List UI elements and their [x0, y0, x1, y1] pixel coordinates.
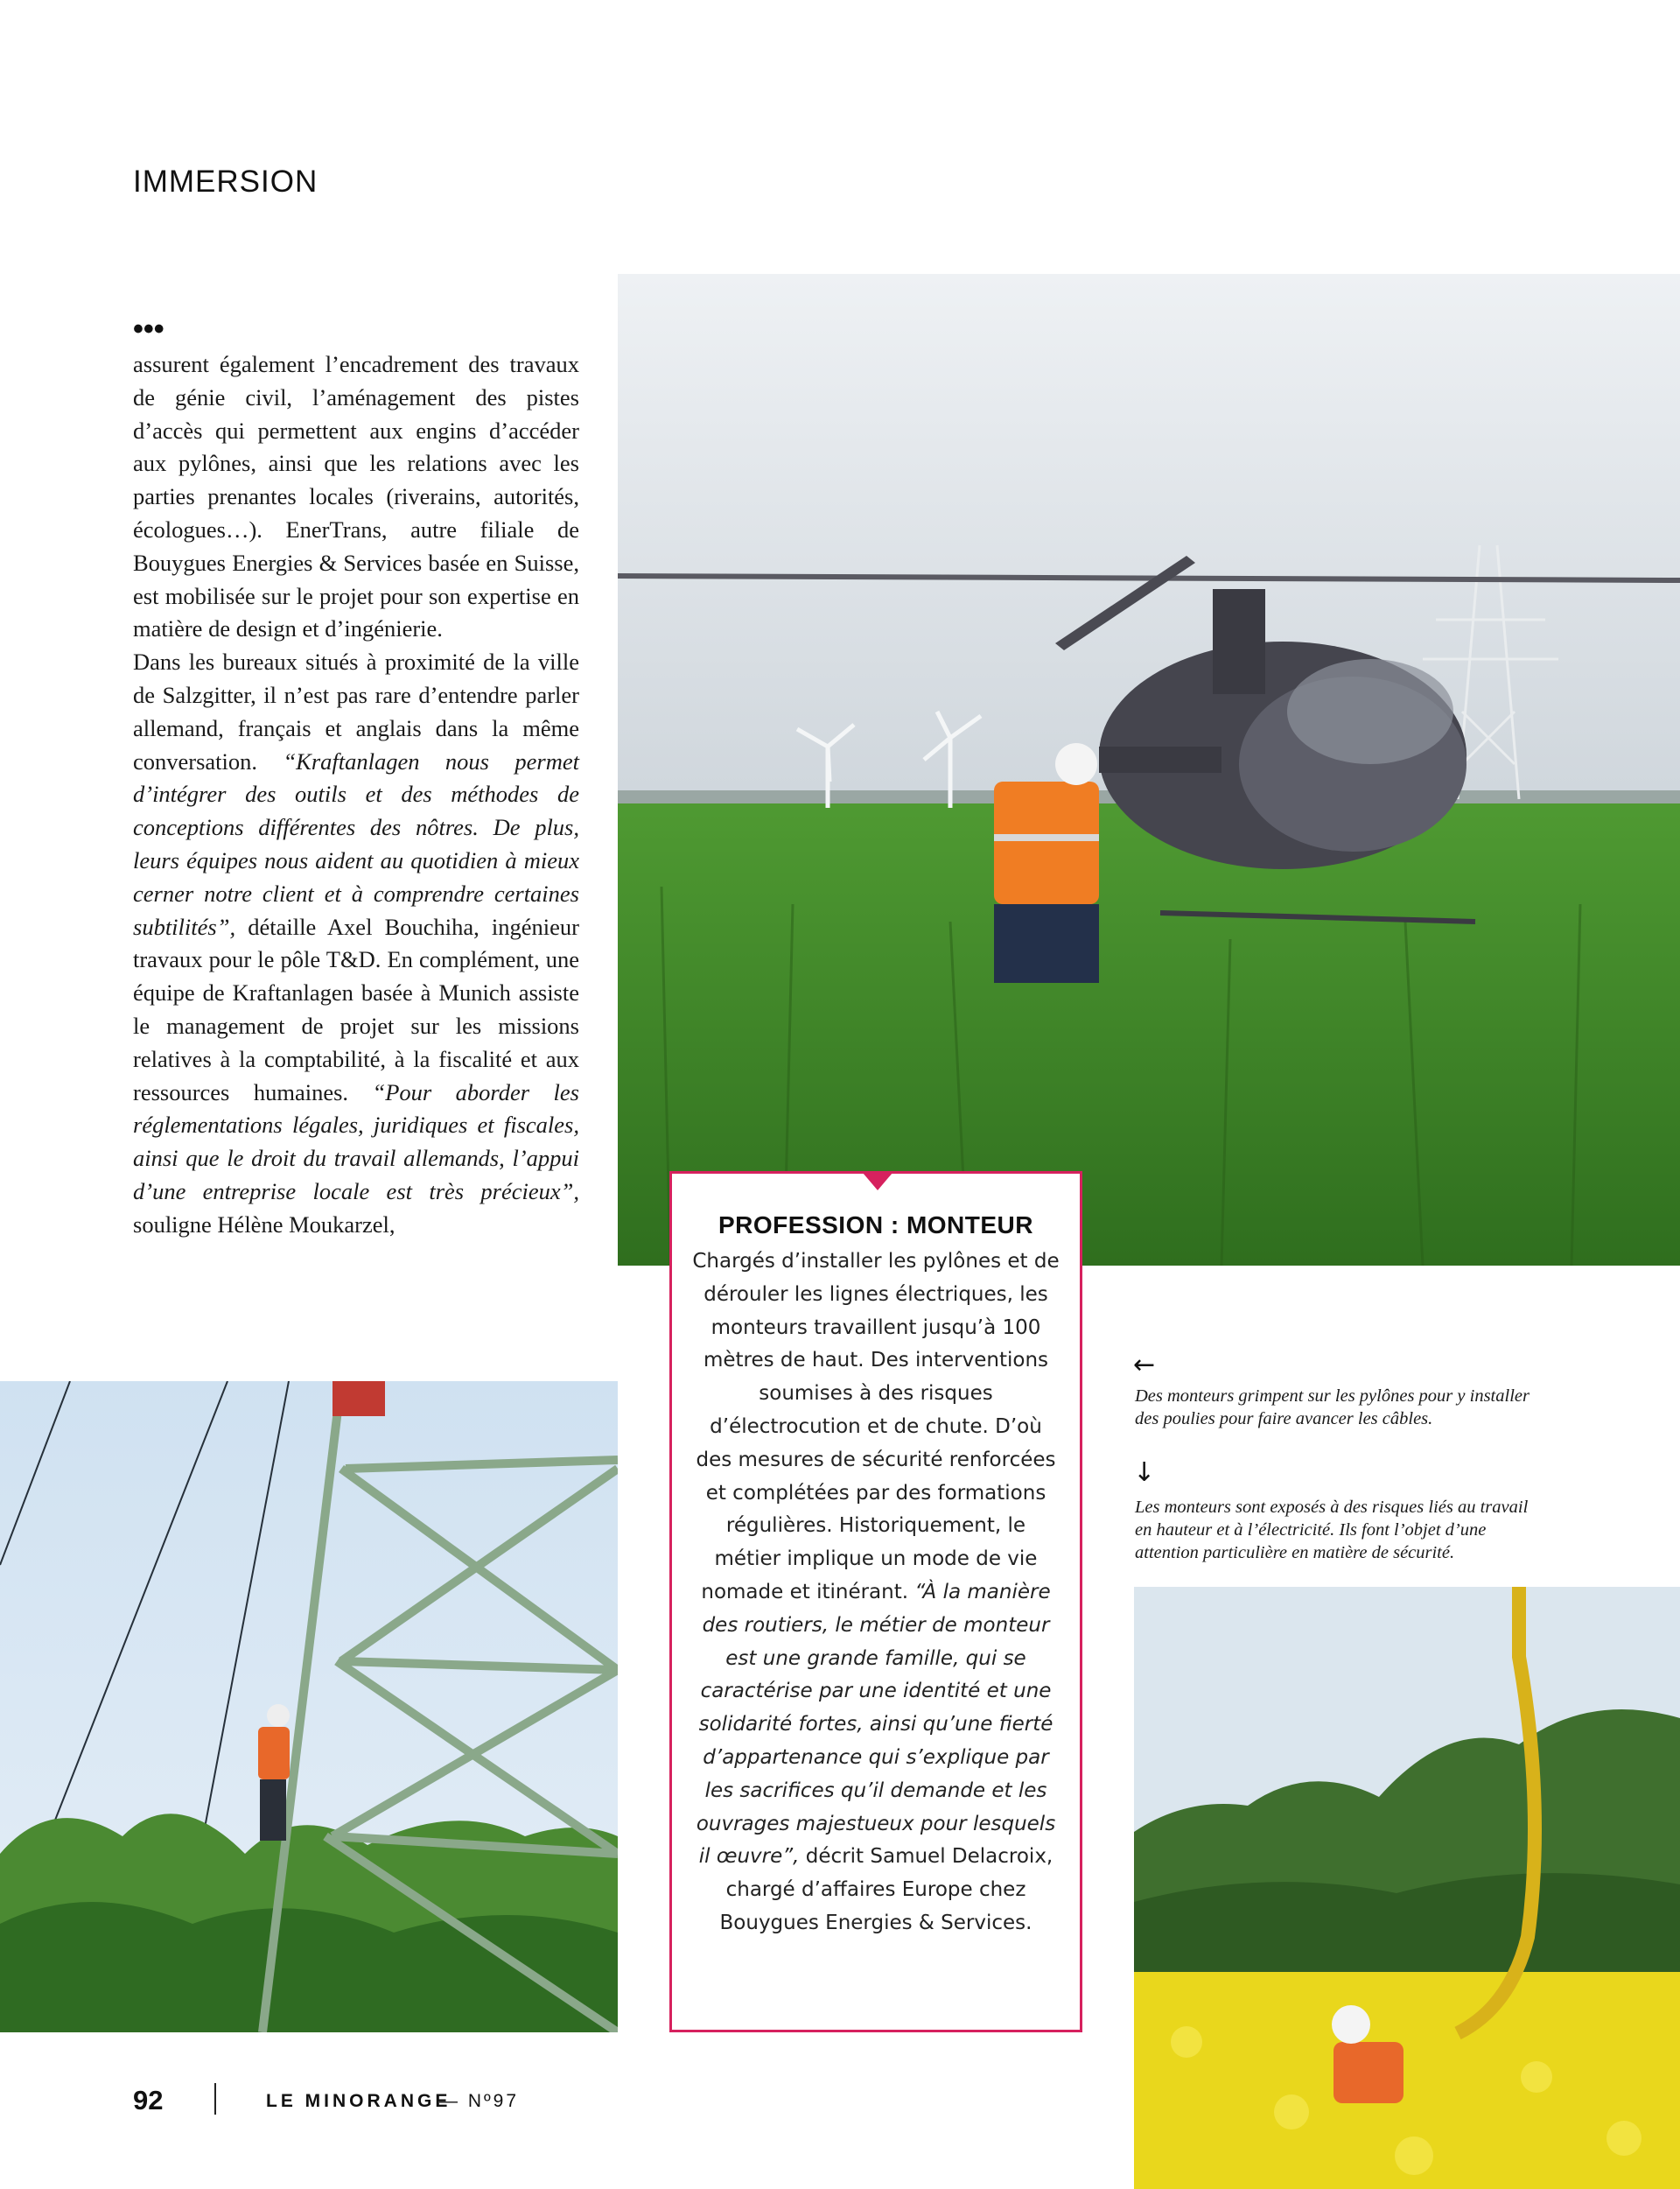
article-body: [133, 348, 579, 1242]
continuation-mark: •••: [133, 312, 164, 346]
left-arrow-icon: ←: [1133, 1350, 1156, 1380]
page-number: 92: [133, 2085, 164, 2115]
rapeseed-field-photo: [1134, 1587, 1680, 2189]
article-paragraph-1: assurent également l’encadrement des travaux de génie civil, l’aménagement des pistes d’accès qui permettent aux engins d’accéder aux pylônes, ainsi que les relations avec les parties prenantes locales (riverains, autorités, écologues…). EnerTrans, autre filiale de Bouygues Energies & Services basée en Suisse, est mobilisée sur le projet pour son expertise en matière de design et d’ingénierie.: [133, 351, 579, 642]
section-label: IMMERSION: [133, 165, 318, 199]
issue-number: — Nº97: [439, 2091, 520, 2111]
sidebar-notch: [863, 1173, 892, 1190]
down-arrow-icon: ↓: [1133, 1457, 1156, 1488]
article-text: souligne Hélène Moukarzel,: [133, 1210, 396, 1238]
sidebar-quote: “À la manière des routiers, le métier de monteur est une grande famille, qui se caractérise par une identité et une solidarité fortes, ainsi qu’une fierté d’appartenance qui s’explique par les sacrifices qu’il demande et les ouvrages majestueux pour lesquels il œuvre”,: [696, 1580, 1056, 1869]
pylon-climber-photo: [0, 1381, 618, 2032]
article-paragraph-2: [133, 646, 579, 1241]
caption-down: Les monteurs sont exposés à des risques liés au travail en hauteur et à l’électricité. Ils font l’objet d’une attention particulière en matière de sécurité.: [1135, 1498, 1529, 1562]
folio-divider: [214, 2083, 216, 2115]
sidebar-text: [691, 1245, 1060, 1940]
magazine-name: LE MINORANGE: [266, 2091, 452, 2111]
sidebar-title: PROFESSION : MONTEUR: [718, 1211, 1033, 1238]
article-text: Dans les bureaux situés à proximité de la ville de Salzgitter, il n’est pas rare d’entendre parler allemand, français et anglais dans la même conversation.: [133, 649, 579, 775]
helicopter-photo: [618, 274, 1680, 1266]
sidebar-text-intro: Chargés d’installer les pylônes et de dérouler les lignes électriques, les monteurs travaillent jusqu’à 100 mètres de haut. Des interventions soumises à des risques d’électrocution et de chute. D’où des mesures de sécurité renforcées et complétées par des formations régulières. Historiquement, le métier implique un mode de vie nomade et itinérant.: [692, 1250, 1060, 1603]
article-text: détaille Axel Bouchiha, ingénieur travaux pour le pôle T&D. En complément, une équipe de Kraftanlagen basée à Munich assiste le management de projet sur les missions relatives à la comptabilité, à la fiscalité et aux ressources humaines.: [133, 913, 579, 1105]
caption-left: Des monteurs grimpent sur les pylônes pour y installer des poulies pour faire avancer les câbles.: [1135, 1386, 1530, 1428]
article-quote: “Kraftanlagen nous permet d’intégrer des outils et des méthodes de conceptions différentes des nôtres. De plus, leurs équipes nous aident au quotidien à mieux cerner notre client et à comprendre certaines subtilités”,: [133, 747, 579, 940]
article-quote: “Pour aborder les réglementations légales, juridiques et fiscales, ainsi que le droit du travail allemands, l’appui d’une entreprise locale est très précieux”,: [133, 1078, 579, 1204]
sidebar-text-attribution: décrit Samuel Delacroix, chargé d’affaires Europe chez Bouygues Energies & Services.: [719, 1845, 1054, 1934]
